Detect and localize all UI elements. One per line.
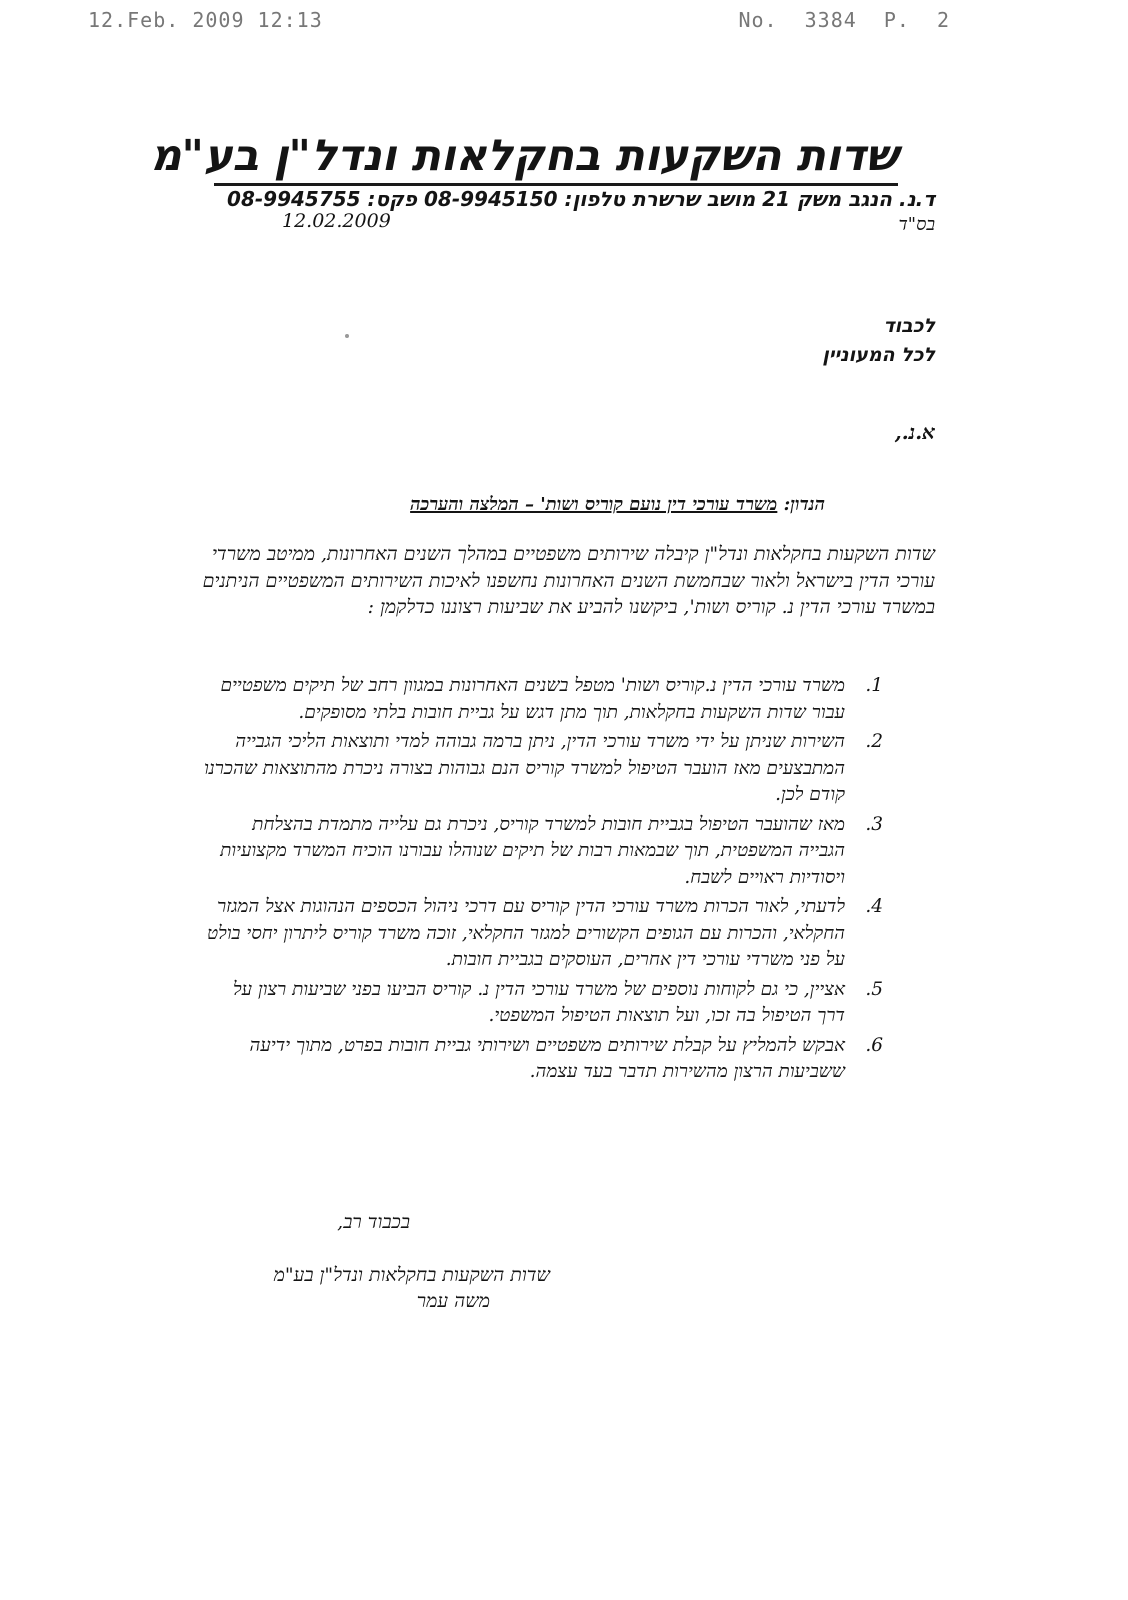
- list-item-text: משרד עורכי הדין נ.קוריס ושות' מטפל בשנים האחרונות במגוון רחב של תיקים משפטיים עבור שדות השקעות בחקלאות, תוך מתן דגש על גביית חובות בלתי מסופקים.: [220, 675, 845, 723]
- contact-line: ד.נ. הנגב משק 21 מושב שרשרת טלפון: 08-9945150 פקס: 08-9945755: [227, 187, 935, 211]
- list-item-number: 6.: [865, 1034, 883, 1056]
- list-item: [200, 729, 893, 809]
- list-item-number: 3.: [865, 813, 883, 835]
- list-item: [200, 673, 893, 726]
- recipient-line-1: לכבוד: [883, 315, 935, 337]
- list-item: [200, 894, 893, 974]
- list-item: [200, 977, 893, 1030]
- signature-block: [200, 1262, 550, 1314]
- subject-prefix: הנדון:: [783, 494, 825, 515]
- list-item-text: לדעתי, לאור הכרות משרד עורכי הדין קוריס עם דרכי ניהול הכספים הנהוגות אצל המגזר החקלאי, והכרות עם הגופים הקשורים למגזר החקלאי, זוכה משרד קוריס ליתרון יחסי בולט על פני משרדי עורכי דין אחרים, העוסקים בגביית חובות.: [207, 896, 845, 970]
- salutation: א.נ.,: [894, 420, 935, 444]
- list-item: [200, 812, 893, 892]
- list-item-number: 1.: [865, 675, 883, 696]
- recommendation-list: [200, 673, 893, 1089]
- letter-date: 12.02.2009: [282, 210, 391, 232]
- recipient-block: [700, 312, 935, 370]
- list-item-text: אבקש להמליץ על קבלת שירותים משפטיים ושירותי גביית חובות בפרט, מתוך ידיעה ששביעות הרצון מהשירות תדבר בעד עצמה.: [249, 1034, 845, 1082]
- list-item: [200, 1033, 893, 1086]
- list-item-number: 4.: [865, 896, 883, 917]
- bsd-mark: בס"ד: [898, 214, 935, 235]
- list-item-number: 2.: [865, 731, 883, 752]
- list-item-text: מאז שהועבר הטיפול בגביית חובות למשרד קוריס, ניכרת גם עלייה מתמדת בהצלחת הגבייה המשפטית, תוך שבמאות רבות של תיקים שנוהלו עבורנו הוכיח המשרד מקצועיות ויסודיות ראויים לשבח.: [220, 813, 845, 888]
- list-item-number: 5.: [865, 978, 883, 1000]
- subject-line: [250, 492, 825, 518]
- company-title: שדות השקעות בחקלאות ונדל"ן בע"מ: [150, 131, 898, 181]
- list-item-text: השירות שניתן על ידי משרד עורכי הדין, ניתן ברמה גבוהה למדי ותוצאות הליכי הגבייה המתבצעים מאז הועבר הטיפול למשרד קוריס הנם גבוהות בצורה ניכרת מהתוצאות שהכרנו קודם לכן.: [204, 731, 845, 805]
- closing-line: בכבוד רב,: [337, 1211, 410, 1233]
- signature-company: שדות השקעות בחקלאות ונדל"ן בע"מ: [273, 1264, 550, 1286]
- signature-name: משה עמר: [416, 1290, 490, 1312]
- fax-page-number: No. 3384 P. 2: [738, 8, 950, 32]
- subject-text: משרד עורכי דין נועם קוריס ושות' – המלצה והערכה: [410, 494, 778, 515]
- fax-timestamp: 12.Feb. 2009 12:13: [88, 8, 323, 32]
- intro-paragraph: שדות השקעות בחקלאות ונדל"ן קיבלה שירותים משפטיים במהלך השנים האחרונות, ממיטב משרדי עורכי הדין בישראל ולאור שבחמשת השנים האחרונות נחשפנו לאיכות השירותים המשפטיים הניתנים במשרד עורכי הדין נ. קוריס ושות', ביקשנו להביע את שביעות רצוננו כדלקמן :: [202, 543, 935, 618]
- recipient-line-2: לכל המעוניין: [822, 344, 935, 366]
- list-item-text: אציין, כי גם לקוחות נוספים של משרד עורכי הדין נ. קוריס הביעו בפני שביעות רצון על דרך הטיפול בה זכו, ועל תוצאות הטיפול המשפטי.: [232, 978, 845, 1026]
- scan-speck: [345, 334, 349, 338]
